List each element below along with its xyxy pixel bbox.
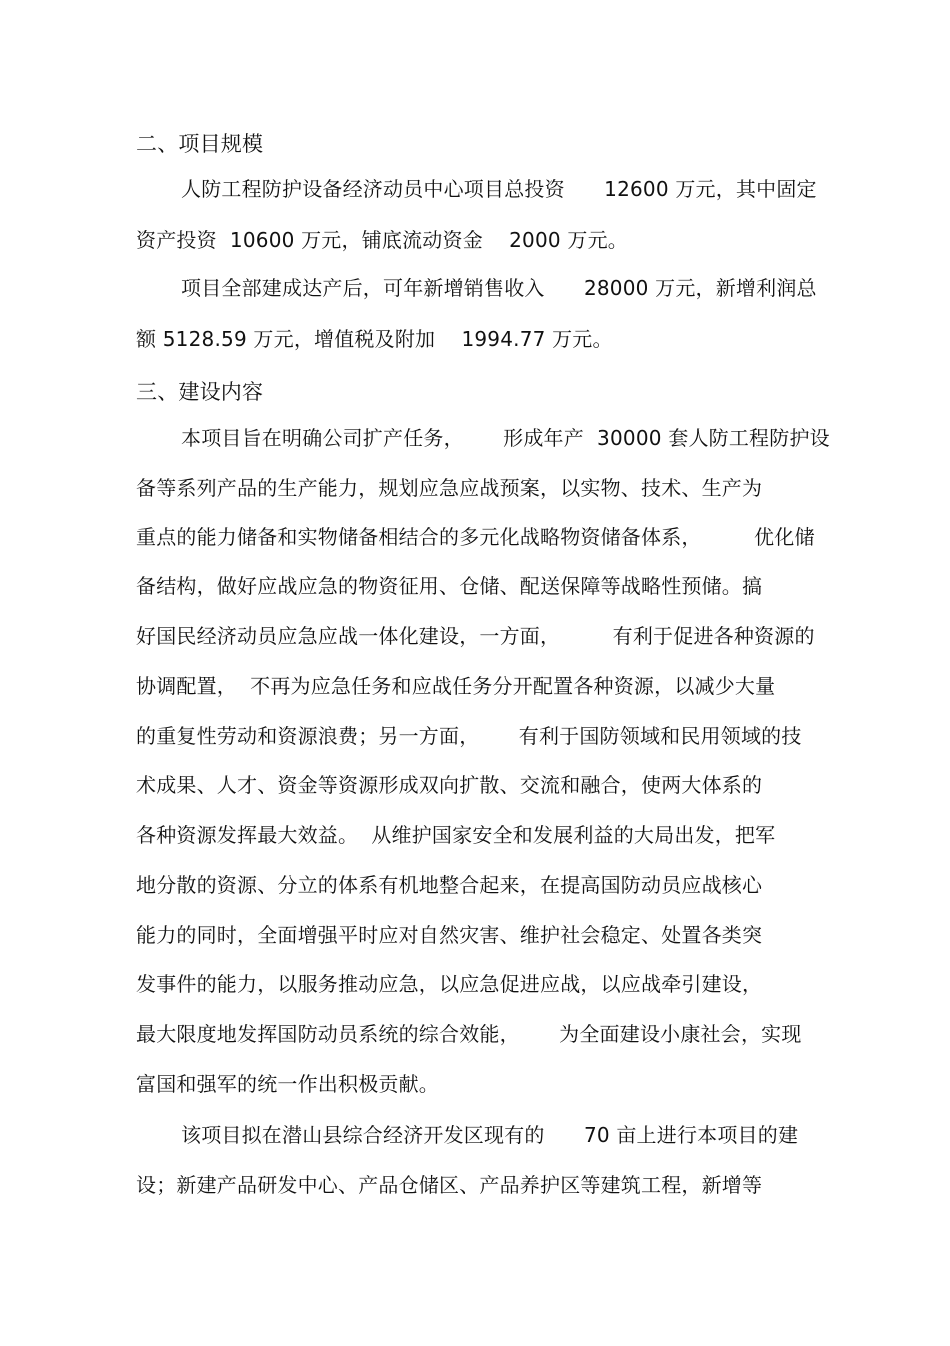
paragraph-line: 项目全部建成达产后，可年新增销售收入 28000 万元，新增利润总 xyxy=(181,276,817,300)
paragraph-line: 各种资源发挥最大效益。 从维护国家安全和发展利益的大局出发，把军 xyxy=(136,823,776,847)
paragraph-line: 的重复性劳动和资源浪费；另一方面， 有利于国防领域和民用领域的技 xyxy=(136,724,802,748)
paragraph-line: 资产投资 10600 万元，铺底流动资金 2000 万元。 xyxy=(136,228,628,252)
paragraph-line: 能力的同时，全面增强平时应对自然灾害、维护社会稳定、处置各类突 xyxy=(136,923,763,947)
paragraph-line: 发事件的能力，以服务推动应急，以应急促进应战，以应战牵引建设， xyxy=(136,972,763,996)
paragraph-line: 本项目旨在明确公司扩产任务， 形成年产 30000 套人防工程防护设 xyxy=(181,426,830,450)
paragraph-line: 该项目拟在潜山县综合经济开发区现有的 70 亩上进行本项目的建 xyxy=(181,1123,799,1147)
paragraph-line: 人防工程防护设备经济动员中心项目总投资 12600 万元，其中固定 xyxy=(181,177,817,201)
paragraph-line: 地分散的资源、分立的体系有机地整合起来，在提高国防动员应战核心 xyxy=(136,873,763,897)
paragraph-line: 富国和强军的统一作出积极贡献。 xyxy=(136,1072,439,1096)
paragraph-line: 备等系列产品的生产能力，规划应急应战预案，以实物、技术、生产为 xyxy=(136,476,763,500)
paragraph-line: 术成果、人才、资金等资源形成双向扩散、交流和融合，使两大体系的 xyxy=(136,773,763,797)
paragraph-line: 重点的能力储备和实物储备相结合的多元化战略物资储备体系， 优化储 xyxy=(136,525,815,549)
paragraph-line: 协调配置， 不再为应急任务和应战任务分开配置各种资源，以减少大量 xyxy=(136,674,776,698)
paragraph-line: 最大限度地发挥国防动员系统的综合效能， 为全面建设小康社会，实现 xyxy=(136,1022,802,1046)
paragraph-line: 好国民经济动员应急应战一体化建设，一方面， 有利于促进各种资源的 xyxy=(136,624,815,648)
section-heading-scale: 二、项目规模 xyxy=(136,132,264,156)
paragraph-line: 设；新建产品研发中心、产品仓储区、产品养护区等建筑工程，新增等 xyxy=(136,1173,763,1197)
paragraph-line: 备结构，做好应战应急的物资征用、仓储、配送保障等战略性预储。搞 xyxy=(136,574,763,598)
paragraph-line: 额 5128.59 万元，增值税及附加 1994.77 万元。 xyxy=(136,327,613,351)
section-heading-content: 三、建设内容 xyxy=(136,380,264,404)
